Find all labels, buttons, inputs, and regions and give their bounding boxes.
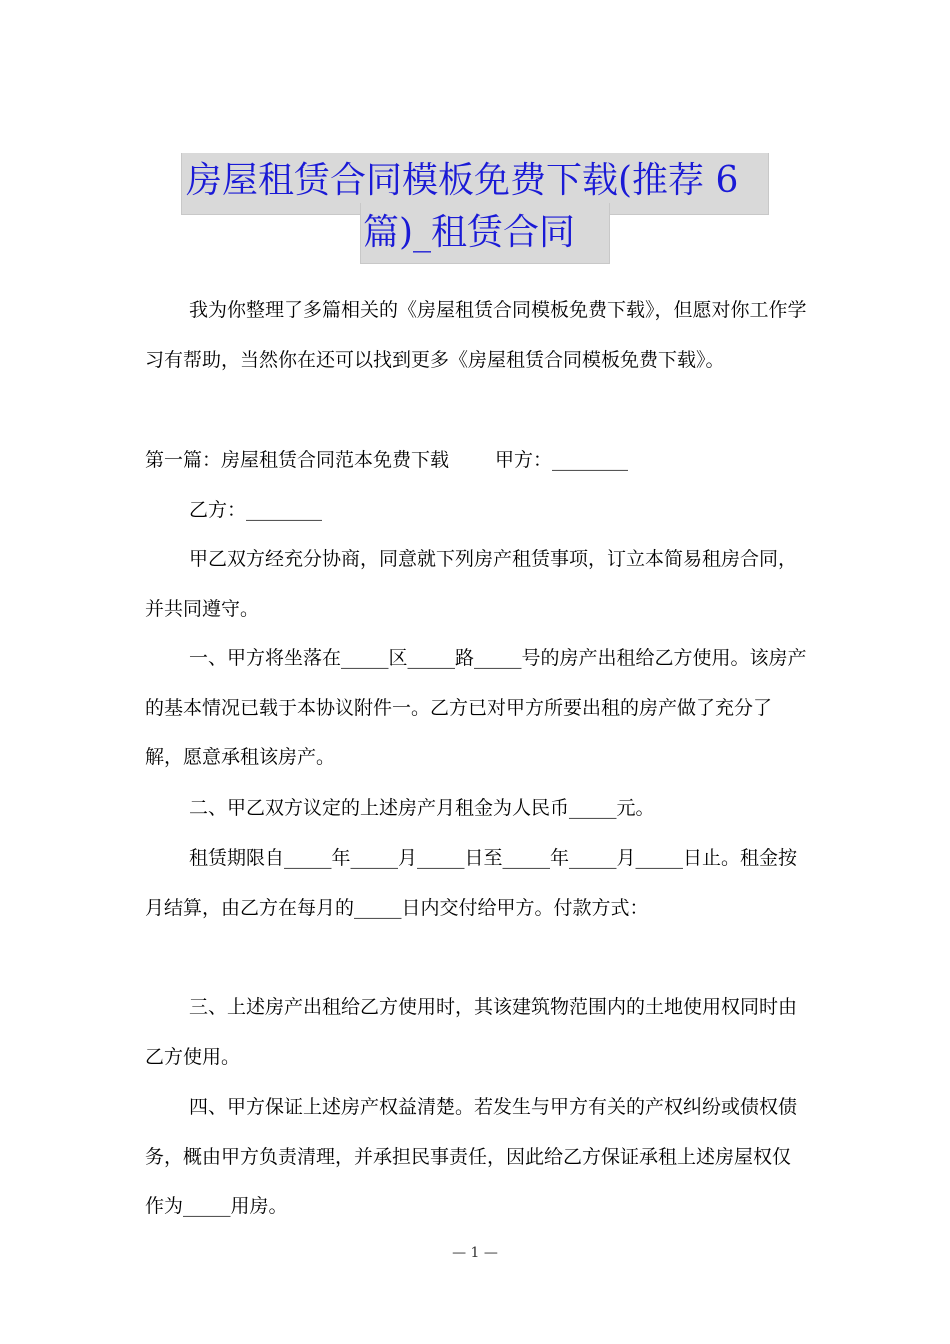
page-number: — 1 — xyxy=(452,1245,498,1261)
party-a-field: 甲方：________ xyxy=(495,449,629,471)
section1-heading-line xyxy=(145,436,807,486)
paragraph-clause-4: 四、甲方保证上述房产权益清楚。若发生与甲方有关的产权纠纷或债权债务，概由甲方负责清理，并承担民事责任，因此给乙方保证承租上述房屋权仅作为_____用房。 xyxy=(145,1096,798,1217)
intro-paragraph: 我为你整理了多篇相关的《房屋租赁合同模板免费下载》，但愿对你工作学习有帮助，当然你在还可以找到更多《房屋租赁合同模板免费下载》。 xyxy=(145,299,807,371)
paragraph-clause-1: 一、甲方将坐落在_____区_____路_____号的房产出租给乙方使用。该房产的基本情况已载于本协议附件一。乙方已对甲方所要出租的房产做了充分了解，愿意承租该房产。 xyxy=(145,647,807,768)
title-line-2: 篇)_租赁合同 xyxy=(360,203,610,264)
paragraph-clause-2: 二、甲乙双方议定的上述房产月租金为人民币_____元。 xyxy=(189,797,655,819)
paragraph-agreement: 甲乙双方经充分协商，同意就下列房产租赁事项，订立本简易租房合同，并共同遵守。 xyxy=(145,548,798,620)
paragraph-clause-3: 三、上述房产出租给乙方使用时，其该建筑物范围内的土地使用权同时由乙方使用。 xyxy=(145,996,798,1068)
title-line-1: 房屋租赁合同模板免费下载(推荐 6 xyxy=(181,153,769,215)
section1-heading: 第一篇：房屋租赁合同范本免费下载 xyxy=(145,449,450,471)
party-b-field: 乙方：________ xyxy=(189,499,323,521)
paragraph-lease-term: 租赁期限自_____年_____月_____日至_____年_____月_____日止。租金按月结算，由乙方在每月的_____日内交付给甲方。付款方式： xyxy=(145,847,798,919)
